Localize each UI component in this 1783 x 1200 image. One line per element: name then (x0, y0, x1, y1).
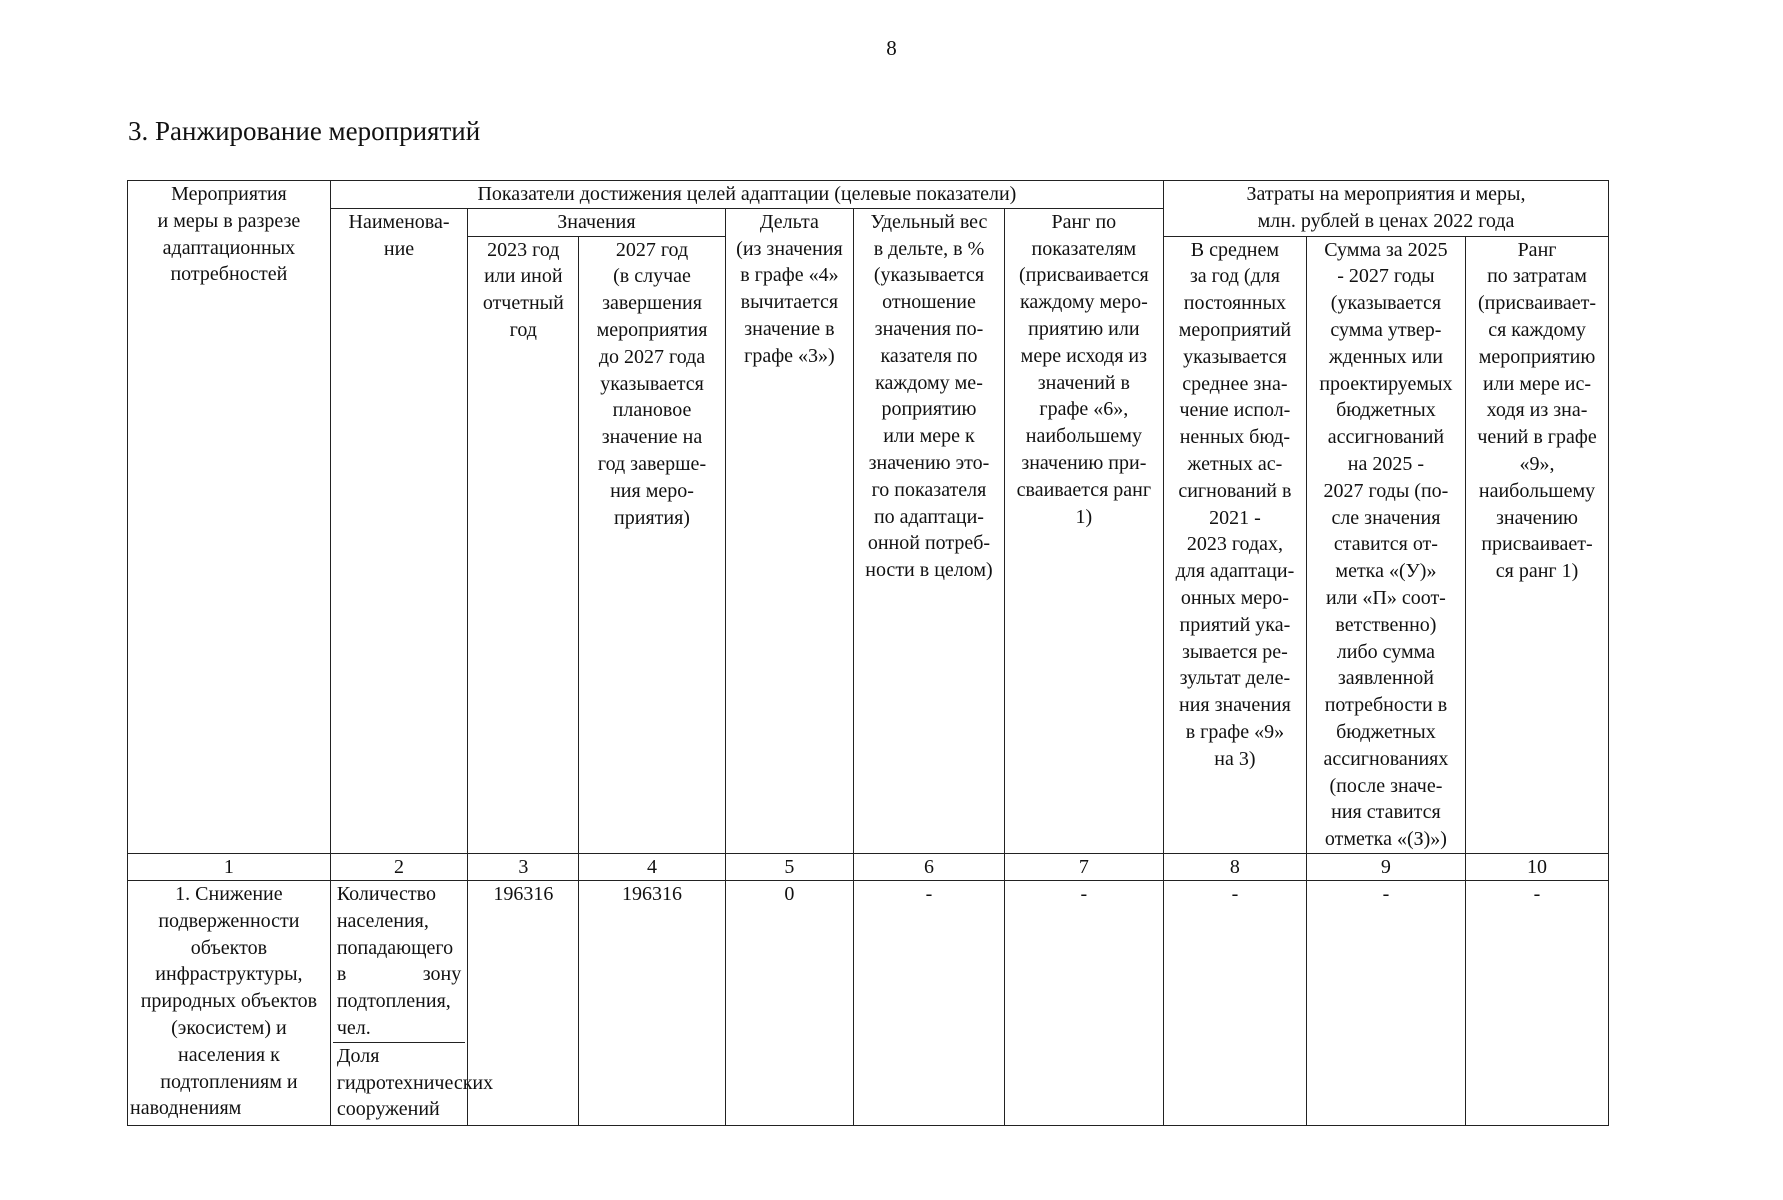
column-number: 6 (854, 853, 1004, 880)
header-row-1 (128, 181, 1609, 209)
avg-per-year-cell: - (1163, 880, 1306, 1125)
column-numbers-row (128, 853, 1609, 880)
column-number: 4 (579, 853, 725, 880)
value-2023-cell: 196316 (468, 880, 579, 1125)
header-value-2027: 2027 год (в случае завершения мероприятия до 2027 года указывается плановое значение на год заверше- ния меро- приятия) (579, 236, 725, 853)
column-number: 1 (128, 853, 331, 880)
section-title: 3. Ранжирование мероприятий (128, 116, 481, 146)
column-number: 7 (1004, 853, 1163, 880)
header-indicator-name: Наименова- ние (330, 208, 467, 853)
ranking-table (127, 180, 1609, 1126)
header-rank-indicators: Ранг по показателям (присваивается каждому меро- приятию или мере исходя из значений в графе «6», наибольшему значению при- сваивается ранг 1) (1004, 208, 1163, 853)
indicator-name-2: Доля гидротехнических сооружений (333, 1042, 465, 1123)
header-weight: Удельный вес в дельте, в % (указывается отношение значения по- казателя по каждому ме- роприятию или мере к значению это- го показателя по адаптаци- онной потреб- ности в целом) (854, 208, 1004, 853)
header-values-group: Значения (468, 208, 725, 236)
rank-costs-cell: - (1466, 880, 1609, 1125)
indicator-name-cell (330, 880, 494, 1125)
header-costs-group: Затраты на мероприятия и меры, млн. рублей в ценах 2022 года (1163, 181, 1608, 237)
rank-indicators-cell: - (1004, 880, 1163, 1125)
header-indicators-group: Показатели достижения целей адаптации (целевые показатели) (330, 181, 1163, 209)
header-sum-2025-2027: Сумма за 2025 - 2027 годы (указывается сумма утвер- жденных или проектируемых бюджетных ассигнований на 2025 - 2027 годы (по- сле значения ставится от- метка «(У)» или «П» соот- ветственно) либо сумма заявленной потребности в бюджетных ассигнованиях (после значе- ния ставится отметка «(З)») (1306, 236, 1465, 853)
value-2027-cell: 196316 (579, 880, 725, 1125)
table-row (128, 880, 1609, 1125)
column-number: 3 (468, 853, 579, 880)
column-number: 8 (1163, 853, 1306, 880)
header-delta: Дельта (из значения в графе «4» вычитается значение в графе «3») (725, 208, 854, 853)
weight-cell: - (854, 880, 1004, 1125)
header-avg-per-year: В среднем за год (для постоянных мероприятий указывается среднее зна- чение испол- ненных бюд- жетных ас- сигнований в 2021 - 2023 годах, для адаптаци- онных меро- приятий ука- зывается ре- зультат деле- ния значения в графе «9» на 3) (1163, 236, 1306, 853)
measure-cell: 1. Снижение подверженности объектов инфраструктуры, природных объектов (экосистем) и населения к подтоплениям и наводнениям (128, 880, 331, 1125)
header-rank-costs: Ранг по затратам (присваивает- ся каждому мероприятию или мере ис- ходя из зна- чений в графе «9», наибольшему значению присваивает- ся ранг 1) (1466, 236, 1609, 853)
header-value-2023: 2023 год или иной отчетный год (468, 236, 579, 853)
header-measures: Мероприятия и меры в разрезе адаптационных потребностей (128, 181, 331, 854)
sum-2025-2027-cell: - (1306, 880, 1465, 1125)
page-number: 8 (886, 36, 897, 60)
column-number: 9 (1306, 853, 1465, 880)
column-number: 5 (725, 853, 854, 880)
column-number: 10 (1466, 853, 1609, 880)
column-number: 2 (330, 853, 467, 880)
delta-cell: 0 (725, 880, 854, 1125)
indicator-name-1: Количество населения, попадающего в зону подтопления, чел. (336, 882, 462, 1039)
